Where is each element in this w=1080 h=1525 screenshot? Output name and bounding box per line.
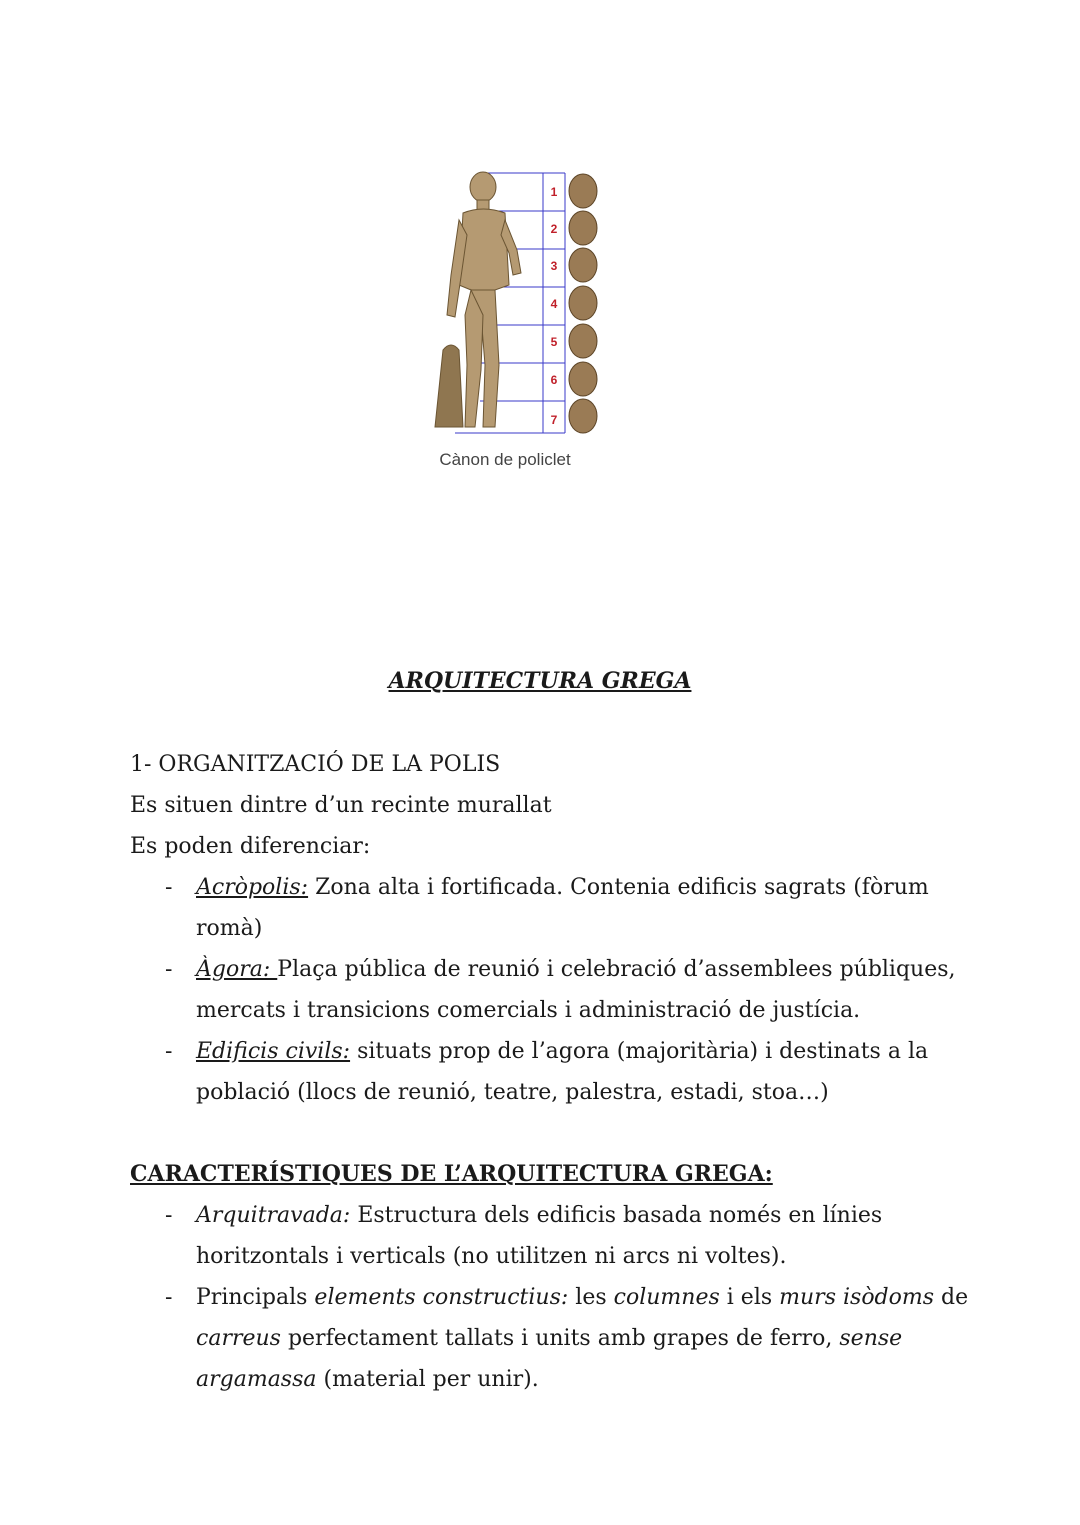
list-text: perfectament tallats i units amb grapes de ferro,: [287, 1326, 833, 1351]
canon-figure: [425, 165, 610, 440]
paragraph-line: Es poden diferenciar:: [130, 834, 371, 859]
list-term: argamassa: [196, 1367, 317, 1392]
statue-illustration: [425, 165, 610, 440]
list-text: romà): [196, 916, 263, 941]
list-term: Acròpolis:: [196, 875, 309, 900]
head-icon: [569, 362, 597, 396]
section-polis: [130, 744, 956, 1113]
list-text: Principals: [196, 1285, 308, 1310]
page-title: ARQUITECTURA GREGA: [388, 668, 692, 694]
list-item: [130, 1195, 948, 1277]
head-icon: [569, 211, 597, 245]
list-text: població (llocs de reunió, teatre, palestra, estadi, stoa…): [196, 1080, 829, 1105]
bullet-dash: -: [165, 957, 173, 982]
list-text: (material per unir).: [323, 1367, 539, 1392]
list-term: murs isòdoms: [779, 1285, 935, 1310]
list-item: [130, 867, 948, 949]
proportion-number: 4: [550, 297, 558, 311]
proportion-number: 1: [550, 185, 558, 199]
section-heading: CARACTERÍSTIQUES DE L’ARQUITECTURA GREGA:: [130, 1161, 773, 1187]
list-text: i els: [726, 1285, 773, 1310]
list-item: [130, 949, 956, 1031]
list-item: [130, 1277, 969, 1400]
bullet-dash: -: [165, 1039, 173, 1064]
paragraph-line: Es situen dintre d’un recinte murallat: [130, 793, 552, 818]
list-term: carreus: [196, 1326, 281, 1351]
proportion-number: 7: [550, 413, 558, 427]
list-term: Àgora:: [196, 957, 278, 982]
list-item: [130, 1031, 948, 1113]
head-icon: [569, 174, 597, 208]
list-term: elements constructius:: [314, 1285, 569, 1310]
list-term: Arquitravada:: [196, 1203, 351, 1228]
head-icon: [569, 286, 597, 320]
head-icon: [569, 324, 597, 358]
proportion-number: 5: [550, 335, 558, 349]
list-text: Plaça pública de reunió i celebració d’assemblees públiques,: [277, 957, 956, 982]
bullet-dash: -: [165, 1285, 173, 1310]
list-text: les: [575, 1285, 607, 1310]
list-text: Estructura dels edificis basada només en línies: [357, 1203, 883, 1228]
list-term: Edificis civils:: [196, 1039, 351, 1064]
head-icon: [569, 399, 597, 433]
list-text: mercats i transicions comercials i administració de justícia.: [196, 998, 861, 1023]
list-text: Zona alta i fortificada. Contenia edificis sagrats (fòrum: [315, 875, 929, 900]
figure-caption: Cànon de policlet: [439, 450, 571, 469]
proportion-number: 3: [550, 259, 558, 273]
list-text: situats prop de l’agora (majoritària) i destinats a la: [357, 1039, 929, 1064]
head-icon: [569, 248, 597, 282]
proportion-number: 6: [550, 373, 558, 387]
section-characteristics: [130, 1154, 969, 1400]
list-term: columnes: [613, 1285, 720, 1310]
bullet-dash: -: [165, 1203, 173, 1228]
list-text: de: [941, 1285, 969, 1310]
list-term: sense: [839, 1326, 903, 1351]
bullet-dash: -: [165, 875, 173, 900]
section-heading: 1- ORGANITZACIÓ DE LA POLIS: [130, 752, 501, 777]
proportion-number: 2: [550, 222, 558, 236]
list-text: horitzontals i verticals (no utilitzen ni arcs ni voltes).: [196, 1244, 787, 1269]
